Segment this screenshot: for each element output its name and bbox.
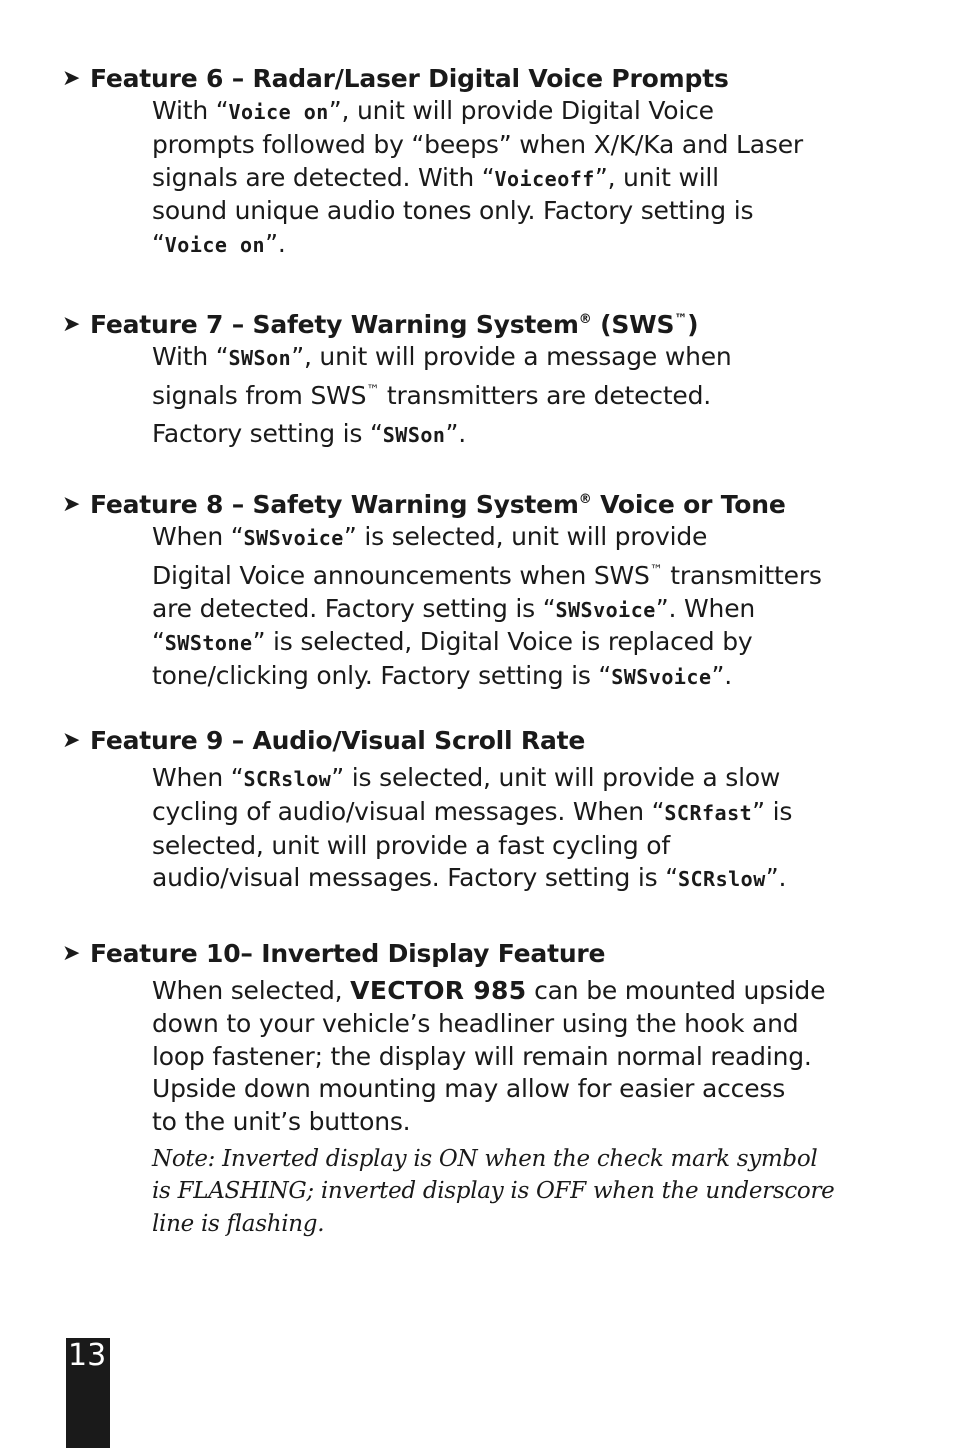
lcd-text: SWStone	[164, 631, 253, 656]
arrow-bullet-icon: ➤	[62, 312, 81, 337]
text-line: With “Voice on”, unit will provide Digital Voice	[152, 96, 714, 125]
feature-9-section	[62, 724, 892, 896]
text-line: cycling of audio/visual messages. When “SCRfast” is	[152, 796, 793, 826]
feature-7-description	[152, 341, 892, 451]
feature-10-heading	[62, 937, 892, 970]
feature-8-description	[152, 521, 892, 694]
feature-10-note	[152, 1143, 892, 1241]
feature-9-title: Feature 9 – Audio/Visual Scroll Rate	[90, 726, 586, 755]
note-line: line is flashing.	[152, 1210, 325, 1237]
text-line: signals are detected. With “Voiceoff”, unit will	[152, 162, 719, 192]
lcd-text: SWSvoice	[243, 526, 344, 550]
text-line: Digital Voice announcements when SWS™ transmitters	[152, 560, 822, 590]
text-line: loop fastener; the display will remain normal reading.	[152, 1041, 812, 1071]
feature-8-title: Feature 8 – Safety Warning System® Voice or Tone	[90, 490, 786, 519]
feature-10-title: Feature 10– Inverted Display Feature	[90, 939, 606, 968]
text-line: “Voice on”.	[152, 229, 286, 259]
text-line: selected, unit will provide a fast cycling of	[152, 830, 670, 860]
text-line: prompts followed by “beeps” when X/K/Ka and Laser	[152, 129, 803, 159]
feature-6-section	[62, 62, 892, 262]
lcd-text: SWSon	[382, 422, 446, 447]
text-line: are detected. Factory setting is “SWSvoice”. When	[152, 593, 756, 623]
text-line: tone/clicking only. Factory setting is “SWSvoice”.	[152, 661, 733, 691]
text-line: Factory setting is “SWSon”.	[152, 418, 466, 448]
text-line: to the unit’s buttons.	[152, 1107, 411, 1137]
arrow-bullet-icon: ➤	[62, 941, 81, 966]
lcd-text: SCRfast	[664, 800, 753, 825]
page-number-tab	[66, 1338, 110, 1448]
text-line: When selected, VECTOR 985 can be mounted upside	[152, 976, 826, 1005]
lcd-text: SWSvoice	[555, 597, 656, 622]
arrow-bullet-icon: ➤	[62, 728, 81, 753]
feature-8-heading	[62, 483, 892, 521]
text-line: When “SCRslow” is selected, unit will provide a slow	[152, 763, 781, 792]
product-name: VECTOR 985	[350, 976, 527, 1005]
feature-6-title: Feature 6 – Radar/Laser Digital Voice Prompts	[90, 64, 729, 93]
feature-9-description	[152, 762, 892, 896]
page-number: 13	[68, 1338, 107, 1373]
note-line: is FLASHING; inverted display is OFF when the underscore	[152, 1178, 835, 1205]
text-line: down to your vehicle’s headliner using the hook and	[152, 1008, 799, 1038]
feature-6-heading	[62, 62, 892, 95]
text-line: signals from SWS™ transmitters are detected.	[152, 380, 712, 410]
arrow-bullet-icon: ➤	[62, 492, 81, 517]
lcd-text: Voice on	[164, 233, 266, 258]
note-line: Note: Inverted display is ON when the check mark symbol	[152, 1145, 818, 1172]
text-line: With “SWSon”, unit will provide a message when	[152, 342, 732, 371]
feature-9-heading	[62, 724, 892, 757]
text-line: “SWStone” is selected, Digital Voice is replaced by	[152, 627, 753, 657]
lcd-text: Voice on	[228, 100, 329, 124]
text-line: audio/visual messages. Factory setting is “SCRslow”.	[152, 863, 787, 893]
lcd-text: Voiceoff	[494, 166, 595, 191]
lcd-text: SWSvoice	[611, 665, 712, 690]
text-line: sound unique audio tones only. Factory setting is	[152, 196, 754, 226]
feature-7-title: Feature 7 – Safety Warning System® (SWS™)	[90, 310, 699, 339]
feature-8-section	[62, 483, 892, 694]
text-line: When “SWSvoice” is selected, unit will provide	[152, 522, 708, 551]
arrow-bullet-icon: ➤	[62, 66, 81, 91]
feature-10-description	[152, 975, 892, 1139]
feature-10-section	[62, 937, 892, 1240]
feature-7-heading	[62, 303, 892, 341]
lcd-text: SCRslow	[243, 767, 332, 791]
text-line: Upside down mounting may allow for easier access	[152, 1074, 786, 1104]
lcd-text: SWSon	[228, 346, 292, 370]
lcd-text: SCRslow	[677, 867, 766, 892]
feature-6-description	[152, 95, 892, 262]
feature-7-section	[62, 303, 892, 451]
